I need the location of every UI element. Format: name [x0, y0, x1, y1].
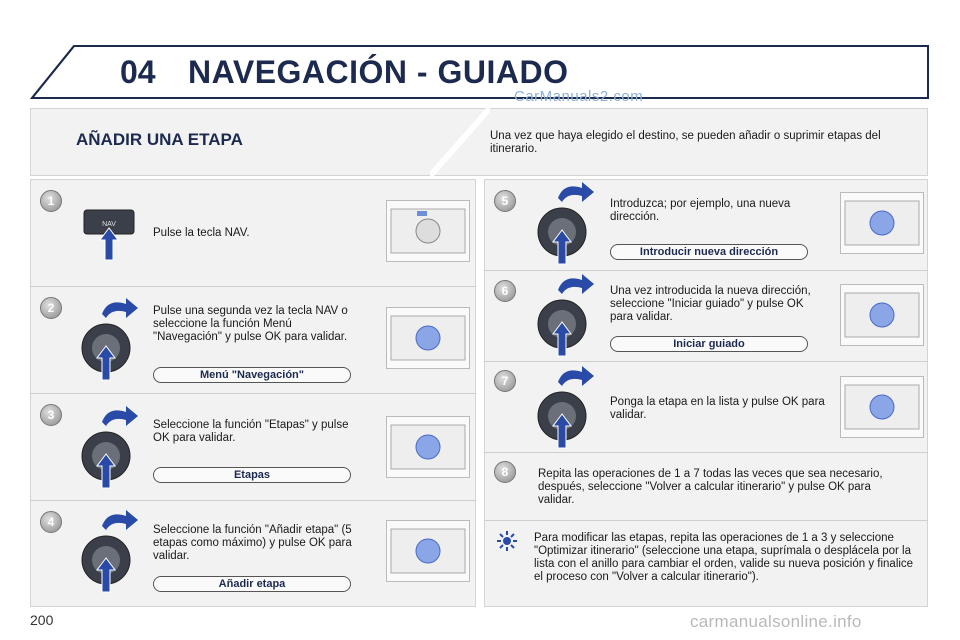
step-text-2: Pulse una segunda vez la tecla NAV o seleccione la función Menú "Navegación" y pulse OK para validar.	[153, 305, 348, 343]
radio-unit-thumbnail	[840, 284, 924, 346]
step-number-1: 1	[40, 190, 62, 212]
step-text-1: Pulse la tecla NAV.	[153, 227, 250, 239]
rotary-knob-icon	[80, 508, 140, 599]
step-text-5: Introduzca; por ejemplo, una nueva dirección.	[610, 198, 791, 223]
rotary-knob-icon	[536, 180, 596, 271]
step-number-5: 5	[494, 190, 516, 212]
page-header	[30, 44, 930, 105]
separator	[484, 520, 928, 521]
step-text-8: Repita las operaciones de 1 a 7 todas las veces que sea necesario, después, seleccione "Volver a calcular itinerario" y pulse OK para validar.	[538, 468, 883, 506]
step-number-7: 7	[494, 370, 516, 392]
menu-pill-iniciar-guiado: Iniciar guiado	[610, 336, 808, 352]
watermark-bottom: carmanualsonline.info	[690, 612, 862, 631]
radio-unit-thumbnail	[386, 520, 470, 582]
menu-pill-anadir-etapa: Añadir etapa	[153, 576, 351, 592]
step-number-4: 4	[40, 511, 62, 533]
step-number-8: 8	[494, 461, 516, 483]
rotary-knob-icon	[536, 364, 596, 455]
nav-key-icon	[82, 206, 138, 267]
watermark-top: CarManuals2.com	[514, 88, 644, 105]
radio-unit-thumbnail	[386, 200, 470, 262]
rotary-knob-icon	[80, 296, 140, 387]
step-text-4: Seleccione la función "Añadir etapa" (5 etapas como máximo) y pulse OK para validar.	[153, 524, 352, 562]
rotary-knob-icon	[536, 272, 596, 363]
section-title: AÑADIR UNA ETAPA	[76, 130, 243, 149]
intro-divider	[430, 108, 490, 176]
menu-pill-etapas: Etapas	[153, 467, 351, 483]
step-number-2: 2	[40, 297, 62, 319]
separator	[30, 286, 476, 287]
nav-key-label: NAV	[102, 221, 116, 228]
radio-unit-thumbnail	[386, 307, 470, 369]
menu-pill-nueva-direccion: Introducir nueva dirección	[610, 244, 808, 260]
step-text-3: Seleccione la función "Etapas" y pulse OK para validar.	[153, 419, 349, 444]
radio-unit-thumbnail	[386, 416, 470, 478]
step-number-6: 6	[494, 280, 516, 302]
step-number-3: 3	[40, 404, 62, 426]
page-number: 200	[30, 612, 54, 628]
chapter-number: 04	[120, 54, 156, 90]
step-text-7: Ponga la etapa en la lista y pulse OK para validar.	[610, 396, 825, 421]
tip-text: Para modificar las etapas, repita las operaciones de 1 a 3 y seleccione "Optimizar itinerario" (seleccione una etapa, suprímala o desplácela por la lista con el anillo para cambiar el orden, valide su nueva posición y finalice el proceso con "Volver a calcular itinerario").	[534, 532, 914, 583]
rotary-knob-icon	[80, 404, 140, 495]
radio-unit-thumbnail	[840, 376, 924, 438]
step-text-6: Una vez introducida la nueva dirección, seleccione "Iniciar guiado" y pulse OK para validar.	[610, 285, 811, 323]
separator	[30, 393, 476, 394]
intro-text: Una vez que haya elegido el destino, se pueden añadir o suprimir etapas del itinerario.	[490, 130, 881, 155]
sun-tip-icon	[496, 530, 518, 557]
radio-unit-thumbnail	[840, 192, 924, 254]
menu-pill-navegacion: Menú "Navegación"	[153, 367, 351, 383]
separator	[30, 500, 476, 501]
page-title: NAVEGACIÓN - GUIADO	[188, 54, 569, 90]
